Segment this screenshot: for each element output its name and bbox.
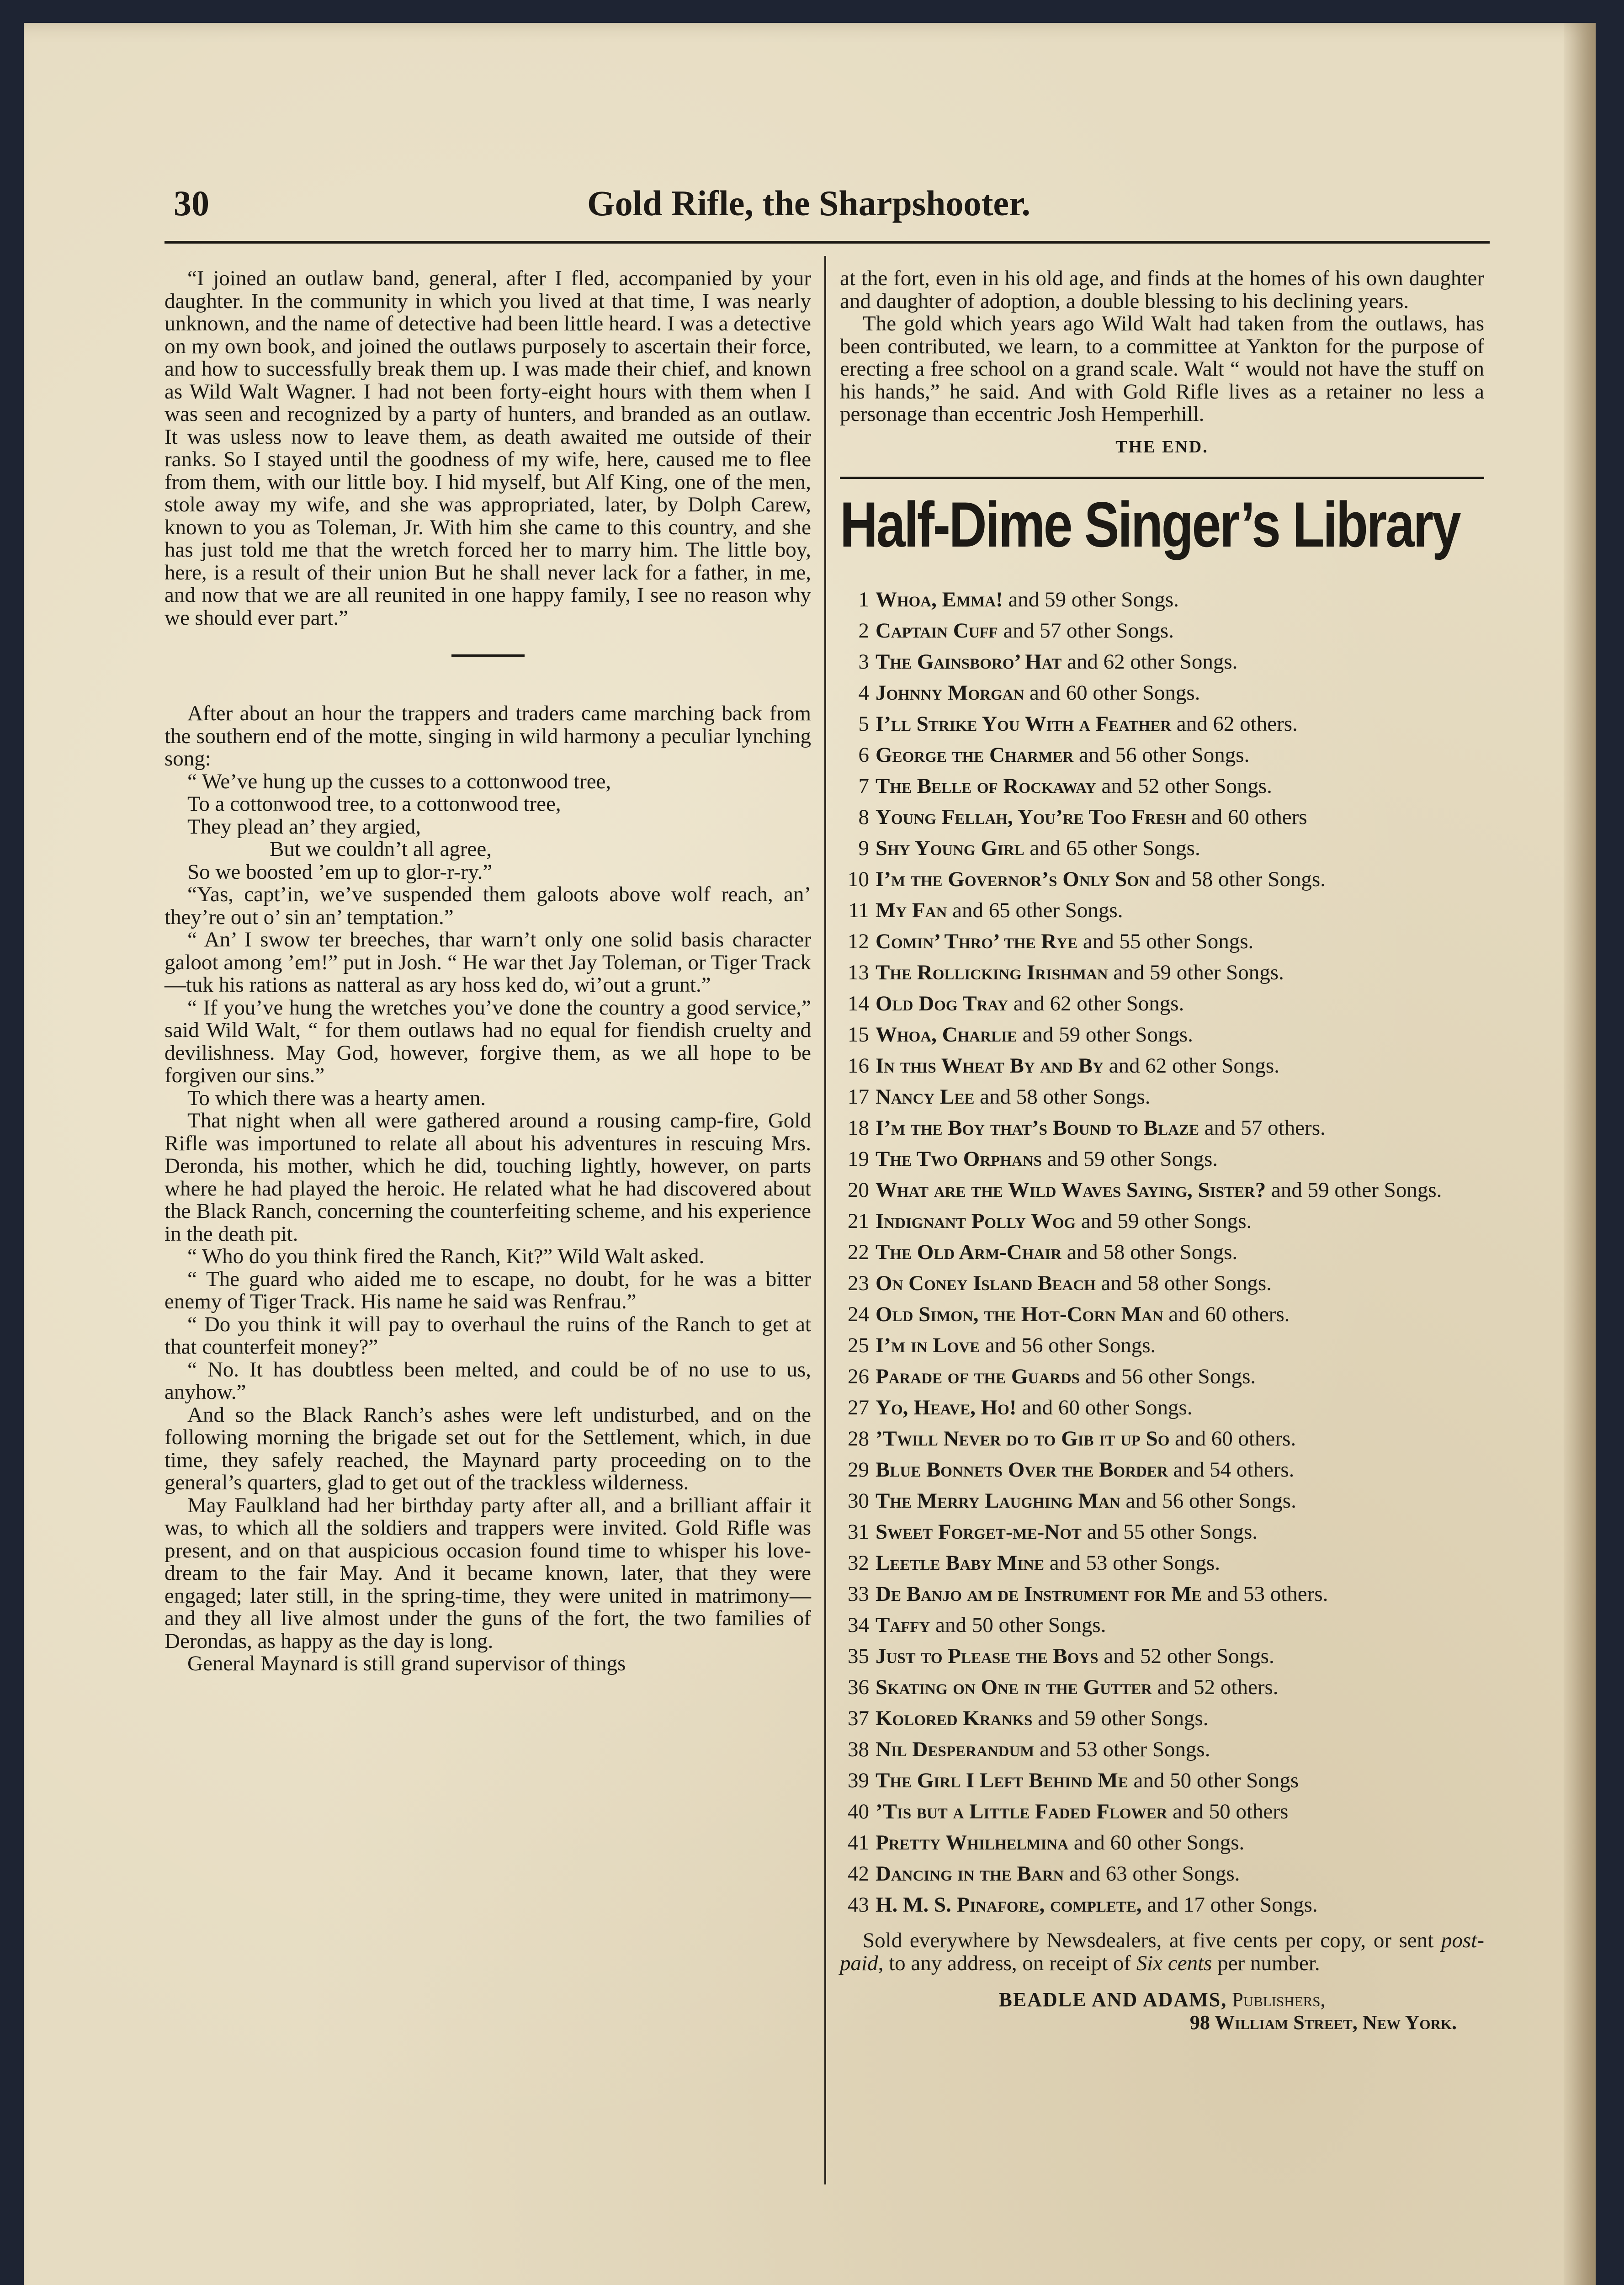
song-number: 28 bbox=[848, 1427, 869, 1451]
song-title: I’m the Boy that’s Bound to Blaze bbox=[876, 1116, 1199, 1140]
song-count: and 59 other Songs. bbox=[1003, 588, 1179, 611]
song-list-item bbox=[840, 1765, 1484, 1796]
song-count: and 58 other Songs. bbox=[1149, 867, 1326, 891]
song-count: and 59 other Songs. bbox=[1032, 1706, 1209, 1730]
song-title: I’m in Love bbox=[876, 1334, 980, 1357]
song-title: The Merry Laughing Man bbox=[876, 1489, 1120, 1513]
song-number: 7 bbox=[858, 774, 869, 798]
song-number: 22 bbox=[848, 1240, 869, 1264]
song-number: 12 bbox=[848, 930, 869, 953]
sold-text: Sold everywhere by Newsdealers, at five cents per copy, or sent bbox=[863, 1929, 1441, 1952]
song-list-item bbox=[840, 1081, 1484, 1112]
song-count: and 53 others. bbox=[1201, 1582, 1328, 1606]
song-title: Yo, Heave, Ho! bbox=[876, 1396, 1017, 1419]
paragraph: To which there was a hearty amen. bbox=[187, 1086, 486, 1110]
song-title: Just to Please the Boys bbox=[876, 1644, 1099, 1668]
song-list-item bbox=[840, 1237, 1484, 1268]
song-number: 6 bbox=[858, 743, 869, 767]
song-number: 2 bbox=[858, 619, 869, 643]
song-title: The Belle of Rockaway bbox=[876, 774, 1096, 798]
song-title: Kolored Kranks bbox=[876, 1706, 1033, 1730]
song-count: and 60 other Songs. bbox=[1068, 1831, 1245, 1855]
song-number: 31 bbox=[848, 1520, 869, 1544]
song-list-item bbox=[840, 1268, 1484, 1299]
section-rule bbox=[840, 477, 1484, 479]
song-count: and 53 other Songs. bbox=[1034, 1738, 1210, 1761]
song-title: H. M. S. Pinafore, complete, bbox=[876, 1893, 1142, 1917]
song-title: ’Tis but a Little Faded Flower bbox=[876, 1800, 1168, 1823]
song-number: 43 bbox=[848, 1893, 869, 1917]
song-count: and 60 others. bbox=[1169, 1427, 1296, 1451]
song-title: Comin’ Thro’ the Rye bbox=[876, 930, 1078, 953]
song-number: 42 bbox=[848, 1862, 869, 1886]
the-end-label: THE END. bbox=[1115, 437, 1209, 457]
song-number: 26 bbox=[848, 1365, 869, 1388]
song-number: 4 bbox=[858, 681, 869, 705]
song-title: What are the Wild Waves Saying, Sister? bbox=[876, 1178, 1266, 1202]
song-count: and 58 other Songs. bbox=[974, 1085, 1151, 1109]
song-count: and 59 other Songs. bbox=[1017, 1023, 1193, 1047]
song-number: 19 bbox=[848, 1147, 869, 1171]
song-list-item bbox=[840, 1299, 1484, 1330]
song-count: and 50 other Songs. bbox=[930, 1613, 1106, 1637]
song-title: Leetle Baby Mine bbox=[876, 1551, 1044, 1575]
paragraph: “ No. It has doubtless been melted, and could be of no use to us, anyhow.” bbox=[165, 1357, 811, 1404]
song-title: Old Dog Tray bbox=[876, 992, 1008, 1015]
song-list-item bbox=[840, 1734, 1484, 1765]
song-title: In this Wheat By and By bbox=[876, 1054, 1104, 1078]
song-title: Nancy Lee bbox=[876, 1085, 975, 1109]
song-number: 18 bbox=[848, 1116, 869, 1140]
song-title: Dancing in the Barn bbox=[876, 1862, 1064, 1886]
song-count: and 62 other Songs. bbox=[1061, 650, 1238, 674]
song-count: and 58 other Songs. bbox=[1095, 1271, 1272, 1295]
song-list-item bbox=[840, 1796, 1484, 1827]
song-number: 25 bbox=[848, 1334, 869, 1357]
song-list bbox=[840, 584, 1484, 1920]
song-list-item bbox=[840, 646, 1484, 677]
running-title: Gold Rifle, the Sharpshooter. bbox=[587, 183, 1030, 223]
song-list-item bbox=[840, 1703, 1484, 1734]
paragraph: The gold which years ago Wild Walt had taken from the outlaws, has been contributed, we learn, to a committee at Yankton for the purpose of erecting a free school on a grand scale. Walt “ would not have the stuff on his hands,” he said. And with Gold Rifle lives as a retainer no less a personage than eccentric Josh Hemperhill. bbox=[840, 312, 1484, 426]
song-count: and 57 other Songs. bbox=[998, 619, 1174, 643]
song-number: 10 bbox=[848, 867, 869, 891]
song-number: 15 bbox=[848, 1023, 869, 1047]
song-count: and 65 other Songs. bbox=[1024, 836, 1200, 860]
publisher-name: BEADLE AND ADAMS, bbox=[998, 1988, 1227, 2011]
song-list-item bbox=[840, 1672, 1484, 1703]
song-title: De Banjo am de Instrument for Me bbox=[876, 1582, 1202, 1606]
song-list-item bbox=[840, 708, 1484, 739]
song-count: and 62 other Songs. bbox=[1103, 1054, 1279, 1078]
verse-line: So we boosted ’em up to glor-r-ry.” bbox=[187, 860, 493, 884]
song-list-item bbox=[840, 926, 1484, 957]
song-title: The Rollicking Irishman bbox=[876, 961, 1108, 984]
left-column bbox=[165, 267, 811, 1675]
song-list-item bbox=[840, 677, 1484, 708]
verse-line: To a cottonwood tree, to a cottonwood tree, bbox=[187, 792, 561, 816]
paragraph: May Faulkland had her birthday party after all, and a brilliant affair it was, to which all the soldiers and trappers were invited. Gold Rifle was present, and on that auspicious occasion found time to whisper his love-dream to the fair May. And it became known, later, that they were engaged; later still, in the spring-time, they were united in matrimony—and they all live almost under the guns of the fort, the two families of Derondas, as happy as the day is long. bbox=[165, 1493, 811, 1653]
section-separator bbox=[451, 654, 525, 657]
song-list-item bbox=[840, 584, 1484, 615]
song-number: 16 bbox=[848, 1054, 869, 1078]
song-count: and 57 others. bbox=[1199, 1116, 1326, 1140]
paragraph: After about an hour the trappers and traders came marching back from the southern end of the motte, singing in wild harmony a peculiar lynching song: bbox=[165, 701, 811, 771]
song-number: 24 bbox=[848, 1302, 869, 1326]
song-count: and 60 others bbox=[1186, 805, 1307, 829]
right-column bbox=[840, 267, 1484, 2034]
song-number: 30 bbox=[848, 1489, 869, 1513]
song-list-item bbox=[840, 833, 1484, 864]
song-number: 13 bbox=[848, 961, 869, 984]
song-list-item bbox=[840, 1889, 1484, 1920]
song-count: and 59 other Songs. bbox=[1108, 961, 1284, 984]
song-list-item bbox=[840, 957, 1484, 988]
song-count: and 59 other Songs. bbox=[1266, 1178, 1442, 1202]
song-list-item bbox=[840, 771, 1484, 802]
paragraph: “Yas, capt’in, we’ve suspended them galoots above wolf reach, an’ they’re out o’ sin an’ temptation.” bbox=[165, 882, 811, 929]
song-title: Pretty Whilhelmina bbox=[876, 1831, 1069, 1855]
publisher-address: 98 William Street, New York. bbox=[1189, 2011, 1457, 2034]
verse-line: “ We’ve hung up the cusses to a cottonwood tree, bbox=[187, 769, 611, 793]
verse-line: They plead an’ they argied, bbox=[187, 814, 421, 839]
song-count: and 55 other Songs. bbox=[1081, 1520, 1258, 1544]
song-title: My Fan bbox=[876, 898, 947, 922]
song-list-item bbox=[840, 1206, 1484, 1237]
song-count: and 60 other Songs. bbox=[1016, 1396, 1193, 1419]
song-title: The Old Arm-Chair bbox=[876, 1240, 1062, 1264]
song-list-item bbox=[840, 1827, 1484, 1858]
song-count: and 60 others. bbox=[1163, 1302, 1290, 1326]
paragraph: “ An’ I swow ter breeches, thar warn’t only one solid basis character galoot among ’em!” put in Josh. “ He war thet Jay Toleman, or Tiger Track —tuk his rations as natteral as ary hoss ked do, wi’out a grunt.” bbox=[165, 928, 811, 997]
song-list-item bbox=[840, 1330, 1484, 1361]
song-title: Shy Young Girl bbox=[876, 836, 1024, 860]
song-title: Old Simon, the Hot-Corn Man bbox=[876, 1302, 1163, 1326]
column-divider bbox=[824, 256, 826, 2184]
song-number: 9 bbox=[858, 836, 869, 860]
sold-notice bbox=[840, 1929, 1484, 1975]
song-title: Nil Desperandum bbox=[876, 1738, 1035, 1761]
song-list-item bbox=[840, 802, 1484, 833]
song-title: The Girl I Left Behind Me bbox=[876, 1769, 1128, 1792]
song-list-item bbox=[840, 615, 1484, 646]
song-list-item bbox=[840, 1578, 1484, 1610]
paragraph: “ The guard who aided me to escape, no doubt, for he was a bitter enemy of Tiger Track. His name he said was Renfrau.” bbox=[165, 1267, 811, 1313]
paragraph: “ Do you think it will pay to overhaul the ruins of the Ranch to get at that counterfeit money?” bbox=[165, 1312, 811, 1359]
song-number: 11 bbox=[848, 898, 869, 922]
song-number: 3 bbox=[858, 650, 869, 674]
song-title: I’m the Governor’s Only Son bbox=[876, 867, 1150, 891]
song-title: Whoa, Charlie bbox=[876, 1023, 1017, 1047]
song-number: 35 bbox=[848, 1644, 869, 1668]
song-count: and 52 others. bbox=[1152, 1675, 1279, 1699]
page-number: 30 bbox=[174, 183, 209, 223]
song-number: 21 bbox=[848, 1209, 869, 1233]
song-number: 33 bbox=[848, 1582, 869, 1606]
song-list-item bbox=[840, 1641, 1484, 1672]
paragraph: And so the Black Ranch’s ashes were left undisturbed, and on the following morning the brigade set out for the Settlement, which, in due time, they safely reached, the Maynard party proceeding on to the general’s quarters, glad to get out of the trackless wilderness. bbox=[165, 1403, 811, 1494]
song-title: Skating on One in the Gutter bbox=[876, 1675, 1152, 1699]
song-count: and 59 other Songs. bbox=[1076, 1209, 1252, 1233]
song-list-item bbox=[840, 1174, 1484, 1206]
song-list-item bbox=[840, 739, 1484, 771]
song-number: 41 bbox=[848, 1831, 869, 1855]
song-number: 36 bbox=[848, 1675, 869, 1699]
song-count: and 62 other Songs. bbox=[1008, 992, 1184, 1015]
page-header bbox=[137, 183, 1481, 233]
song-count: and 56 other Songs. bbox=[1073, 743, 1250, 767]
song-list-item bbox=[840, 1454, 1484, 1485]
song-list-item bbox=[840, 1547, 1484, 1578]
song-title: Taffy bbox=[876, 1613, 930, 1637]
song-list-item bbox=[840, 1361, 1484, 1392]
song-list-item bbox=[840, 1516, 1484, 1547]
song-list-item bbox=[840, 1392, 1484, 1423]
song-list-item bbox=[840, 1610, 1484, 1641]
page-spine-shadow bbox=[1564, 23, 1596, 2285]
song-number: 40 bbox=[848, 1800, 869, 1823]
sold-text: per number. bbox=[1212, 1951, 1320, 1975]
song-list-item bbox=[840, 1485, 1484, 1516]
header-rule bbox=[165, 241, 1490, 244]
song-count: and 65 other Songs. bbox=[947, 898, 1123, 922]
song-number: 8 bbox=[858, 805, 869, 829]
song-count: and 53 other Songs. bbox=[1044, 1551, 1221, 1575]
sold-text: , to any address, on receipt of bbox=[878, 1951, 1136, 1975]
song-count: and 17 other Songs. bbox=[1141, 1893, 1318, 1917]
verse-line: But we couldn’t all agree, bbox=[270, 837, 492, 861]
song-title: I’ll Strike You With a Feather bbox=[876, 712, 1172, 736]
paragraph: “ Who do you think fired the Ranch, Kit?” Wild Walt asked. bbox=[187, 1244, 705, 1268]
sold-postpaid: post-paid bbox=[840, 1929, 1484, 1975]
song-number: 37 bbox=[848, 1706, 869, 1730]
song-title: On Coney Island Beach bbox=[876, 1271, 1096, 1295]
publisher-role: Publishers, bbox=[1227, 1988, 1326, 2011]
song-list-item bbox=[840, 988, 1484, 1019]
song-list-item bbox=[840, 895, 1484, 926]
song-count: and 56 other Songs. bbox=[980, 1334, 1156, 1357]
song-title: George the Charmer bbox=[876, 743, 1074, 767]
library-advert-title: Half-Dime Singer’s Library bbox=[840, 489, 1460, 560]
paragraph: “I joined an outlaw band, general, after I fled, accompanied by your daughter. In the community in which you lived at that time, I was nearly unknown, and the name of detective had been little heard. I was a detective on my own book, and joined the outlaws purposely to ascertain their force, and how to successfully break them up. I was made their chief, and known as Wild Walt Wagner. I had not been forty-eight hours with them when I was seen and recognized by a party of hunters, and branded as an outlaw. It was usless now to leave them, as death awaited me outside of their ranks. So I stayed until the goodness of my wife, here, caused me to flee from them, with our little boy. I hid myself, but Alf King, one of the men, stole away my wife, and she was appropriated, later, by Dolph Carew, known to you as Toleman, Jr. With him she came to this country, and she has just told me that the wretch forced her to marry him. The little boy, here, is a result of their union But he shall never lack for a father, in me, and now that we are all reunited in one happy family, I see no reason why we should ever part.” bbox=[165, 266, 811, 630]
song-title: Sweet Forget-me-Not bbox=[876, 1520, 1082, 1544]
sold-price: Six cents bbox=[1136, 1951, 1212, 1975]
song-list-item bbox=[840, 1112, 1484, 1143]
song-list-item bbox=[840, 1858, 1484, 1889]
song-count: and 55 other Songs. bbox=[1077, 930, 1254, 953]
song-title: Indignant Polly Wog bbox=[876, 1209, 1076, 1233]
song-count: and 50 other Songs bbox=[1128, 1769, 1299, 1792]
song-list-item bbox=[840, 864, 1484, 895]
song-title: Young Fellah, You’re Too Fresh bbox=[876, 805, 1186, 829]
song-title: Parade of the Guards bbox=[876, 1365, 1080, 1388]
song-number: 38 bbox=[848, 1738, 869, 1761]
song-count: and 60 other Songs. bbox=[1024, 681, 1200, 705]
song-title: Whoa, Emma! bbox=[876, 588, 1003, 611]
paragraph: “ If you’ve hung the wretches you’ve done the country a good service,” said Wild Walt, “ for them outlaws had no equal for fiendish cruelty and devilishness. May God, however, forgive them, as we all hope to be forgiven our sins.” bbox=[165, 995, 811, 1087]
lynching-song-verse bbox=[187, 771, 811, 884]
song-number: 5 bbox=[858, 712, 869, 736]
publisher-line bbox=[840, 1988, 1484, 2011]
song-number: 17 bbox=[848, 1085, 869, 1109]
song-list-item bbox=[840, 1050, 1484, 1081]
song-count: and 50 others bbox=[1167, 1800, 1289, 1823]
song-list-item bbox=[840, 1423, 1484, 1454]
song-title: The Two Orphans bbox=[876, 1147, 1042, 1171]
song-number: 32 bbox=[848, 1551, 869, 1575]
song-number: 23 bbox=[848, 1271, 869, 1295]
song-number: 1 bbox=[858, 588, 869, 611]
song-count: and 54 others. bbox=[1168, 1458, 1295, 1482]
song-number: 39 bbox=[848, 1769, 869, 1792]
paragraph: General Maynard is still grand supervisor of things bbox=[187, 1652, 626, 1675]
song-number: 27 bbox=[848, 1396, 869, 1419]
song-title: Blue Bonnets Over the Border bbox=[876, 1458, 1168, 1482]
song-number: 20 bbox=[848, 1178, 869, 1202]
song-list-item bbox=[840, 1143, 1484, 1174]
song-title: The Gainsboro’ Hat bbox=[876, 650, 1062, 674]
song-count: and 58 other Songs. bbox=[1061, 1240, 1238, 1264]
song-count: and 59 other Songs. bbox=[1041, 1147, 1218, 1171]
song-title: ’Twill Never do to Gib it up So bbox=[876, 1427, 1170, 1451]
song-number: 29 bbox=[848, 1458, 869, 1482]
song-title: Captain Cuff bbox=[876, 619, 998, 643]
paragraph: at the fort, even in his old age, and finds at the homes of his own daughter and daughter of adoption, a double blessing to his declining years. bbox=[840, 266, 1484, 313]
song-count: and 52 other Songs. bbox=[1096, 774, 1272, 798]
song-list-item bbox=[840, 1019, 1484, 1050]
song-count: and 63 other Songs. bbox=[1064, 1862, 1240, 1886]
song-number: 14 bbox=[848, 992, 869, 1015]
paragraph: That night when all were gathered around a rousing camp-fire, Gold Rifle was importuned to relate all about his adventures in rescuing Mrs. Deronda, his mother, which he did, touching lightly, however, on parts where he had played the heroic. He related what he had discovered about the Black Ranch, concerning the counterfeiting scheme, and his experience in the death pit. bbox=[165, 1109, 811, 1246]
song-count: and 56 other Songs. bbox=[1080, 1365, 1256, 1388]
song-title: Johnny Morgan bbox=[876, 681, 1024, 705]
song-number: 34 bbox=[848, 1613, 869, 1637]
song-count: and 52 other Songs. bbox=[1098, 1644, 1274, 1668]
song-count: and 62 others. bbox=[1171, 712, 1298, 736]
song-count: and 56 other Songs. bbox=[1120, 1489, 1296, 1513]
